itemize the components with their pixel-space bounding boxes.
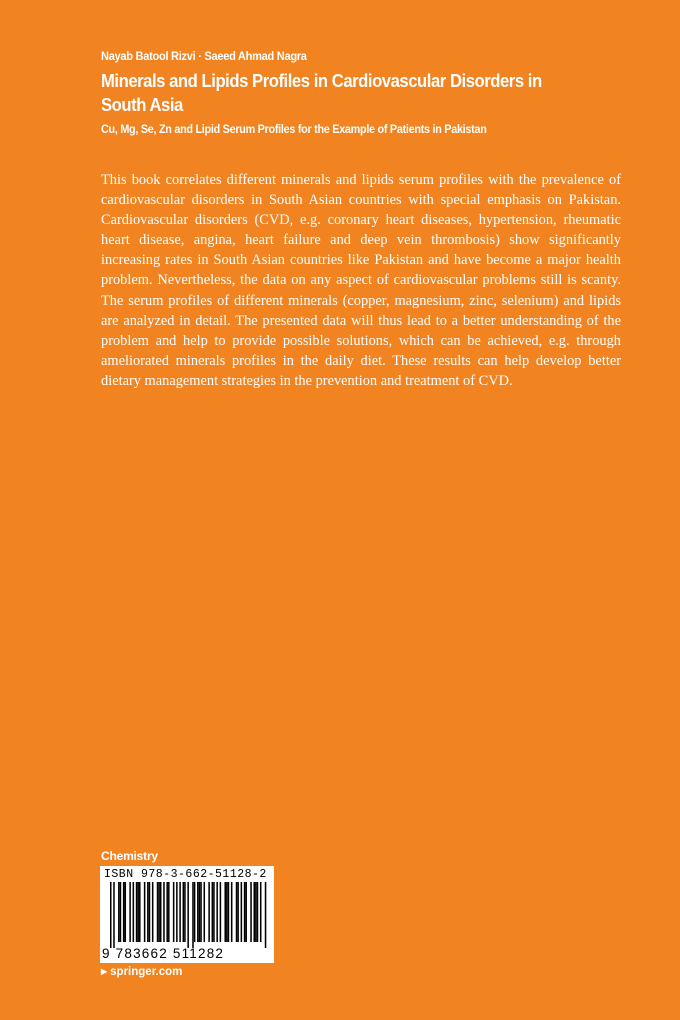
barcode-bar bbox=[176, 882, 178, 942]
barcode-bar bbox=[113, 882, 115, 948]
barcode-bar bbox=[152, 882, 154, 942]
barcode-bar bbox=[192, 882, 194, 948]
barcode-bar bbox=[245, 882, 247, 942]
barcode-bar bbox=[137, 882, 139, 942]
barcode-bar bbox=[179, 882, 181, 942]
publisher-website[interactable] bbox=[101, 966, 182, 978]
barcode-bar bbox=[133, 882, 135, 942]
barcode-bar bbox=[253, 882, 255, 942]
barcode-bar bbox=[257, 882, 259, 942]
barcode-bar bbox=[231, 882, 233, 942]
triangle-arrow-icon: ▶ bbox=[101, 967, 108, 976]
barcode-bar bbox=[120, 882, 122, 942]
barcode-bar bbox=[157, 882, 159, 942]
barcode-bar bbox=[228, 882, 230, 942]
barcode-digits: 9 783662 511282 bbox=[102, 946, 225, 961]
barcode-bar bbox=[213, 882, 215, 942]
barcode-bar bbox=[187, 882, 189, 948]
barcode-bar bbox=[139, 882, 141, 942]
barcode-bar bbox=[250, 882, 252, 942]
author-names: Nayab Batool Rizvi · Saeed Ahmad Nagra bbox=[101, 49, 307, 63]
barcode-bar bbox=[255, 882, 257, 942]
subject-category: Chemistry bbox=[101, 849, 158, 863]
barcode-bar bbox=[194, 882, 196, 942]
barcode-bar bbox=[200, 882, 202, 942]
barcode-bar bbox=[265, 882, 267, 948]
barcode-bar bbox=[216, 882, 218, 942]
barcode-bar bbox=[208, 882, 210, 942]
barcode-bar bbox=[237, 882, 239, 942]
barcode-bar bbox=[168, 882, 170, 942]
barcode-bar bbox=[166, 882, 168, 942]
barcode-bar bbox=[136, 882, 138, 942]
website-label: springer.com bbox=[110, 966, 183, 978]
barcode-bar bbox=[147, 882, 149, 942]
barcode-bar bbox=[260, 882, 262, 942]
barcode-bar bbox=[173, 882, 175, 942]
barcode-bar bbox=[144, 882, 146, 942]
barcode-bar bbox=[163, 882, 165, 942]
barcode-bar bbox=[184, 882, 186, 942]
barcode-bar bbox=[212, 882, 214, 942]
isbn-number: ISBN 978-3-662-51128-2 bbox=[104, 868, 267, 881]
barcode-bar bbox=[158, 882, 160, 942]
barcode-bar bbox=[204, 882, 206, 942]
book-title: Minerals and Lipids Profiles in Cardiovascular Disorders in South Asia bbox=[101, 70, 542, 115]
barcode-bar bbox=[160, 882, 162, 942]
barcode-bar bbox=[183, 882, 185, 942]
barcode-bar bbox=[123, 882, 125, 942]
barcode-bar bbox=[244, 882, 246, 942]
barcode-bar bbox=[129, 882, 131, 942]
barcode-bar bbox=[197, 882, 199, 942]
barcode-bar bbox=[226, 882, 228, 942]
barcode-bar bbox=[220, 882, 222, 942]
barcode-bar bbox=[149, 882, 151, 942]
barcode-bar bbox=[125, 882, 127, 942]
barcode-bar bbox=[118, 882, 120, 942]
barcode-bar bbox=[224, 882, 226, 942]
book-description: This book correlates different minerals and lipids serum profiles with the prevalence of cardiovascular disorders in South Asian countries with special emphasis on Pakistan. Cardiovascular disorders (CVD, e.g. coronary heart diseases, hypertension, rheumatic heart disease, angina, heart failure and deep vein thrombosis) show significantly increasing rates in South Asian countries like Pakistan and have become a major health problem. Nevertheless, the data on any aspect of cardiovascular problems still is scanty. The serum profiles of different minerals (copper, magnesium, zinc, selenium) and lipids are analyzed in detail. The presented data will thus lead to a better understanding of the problem and help to provide possible solutions, which can be achieved, e.g. through ameliorated minerals profiles in the daily diet. These results can help develop better dietary management strategies in the prevention and treatment of CVD. bbox=[101, 172, 621, 389]
book-subtitle: Cu, Mg, Se, Zn and Lipid Serum Profiles for the Example of Patients in Pakistan bbox=[101, 122, 487, 136]
barcode-bar bbox=[199, 882, 201, 942]
barcode-bar bbox=[236, 882, 238, 942]
barcode-bars bbox=[110, 882, 268, 948]
barcode-bar bbox=[241, 882, 243, 942]
barcode-bar bbox=[110, 882, 112, 948]
isbn-barcode bbox=[100, 866, 274, 963]
